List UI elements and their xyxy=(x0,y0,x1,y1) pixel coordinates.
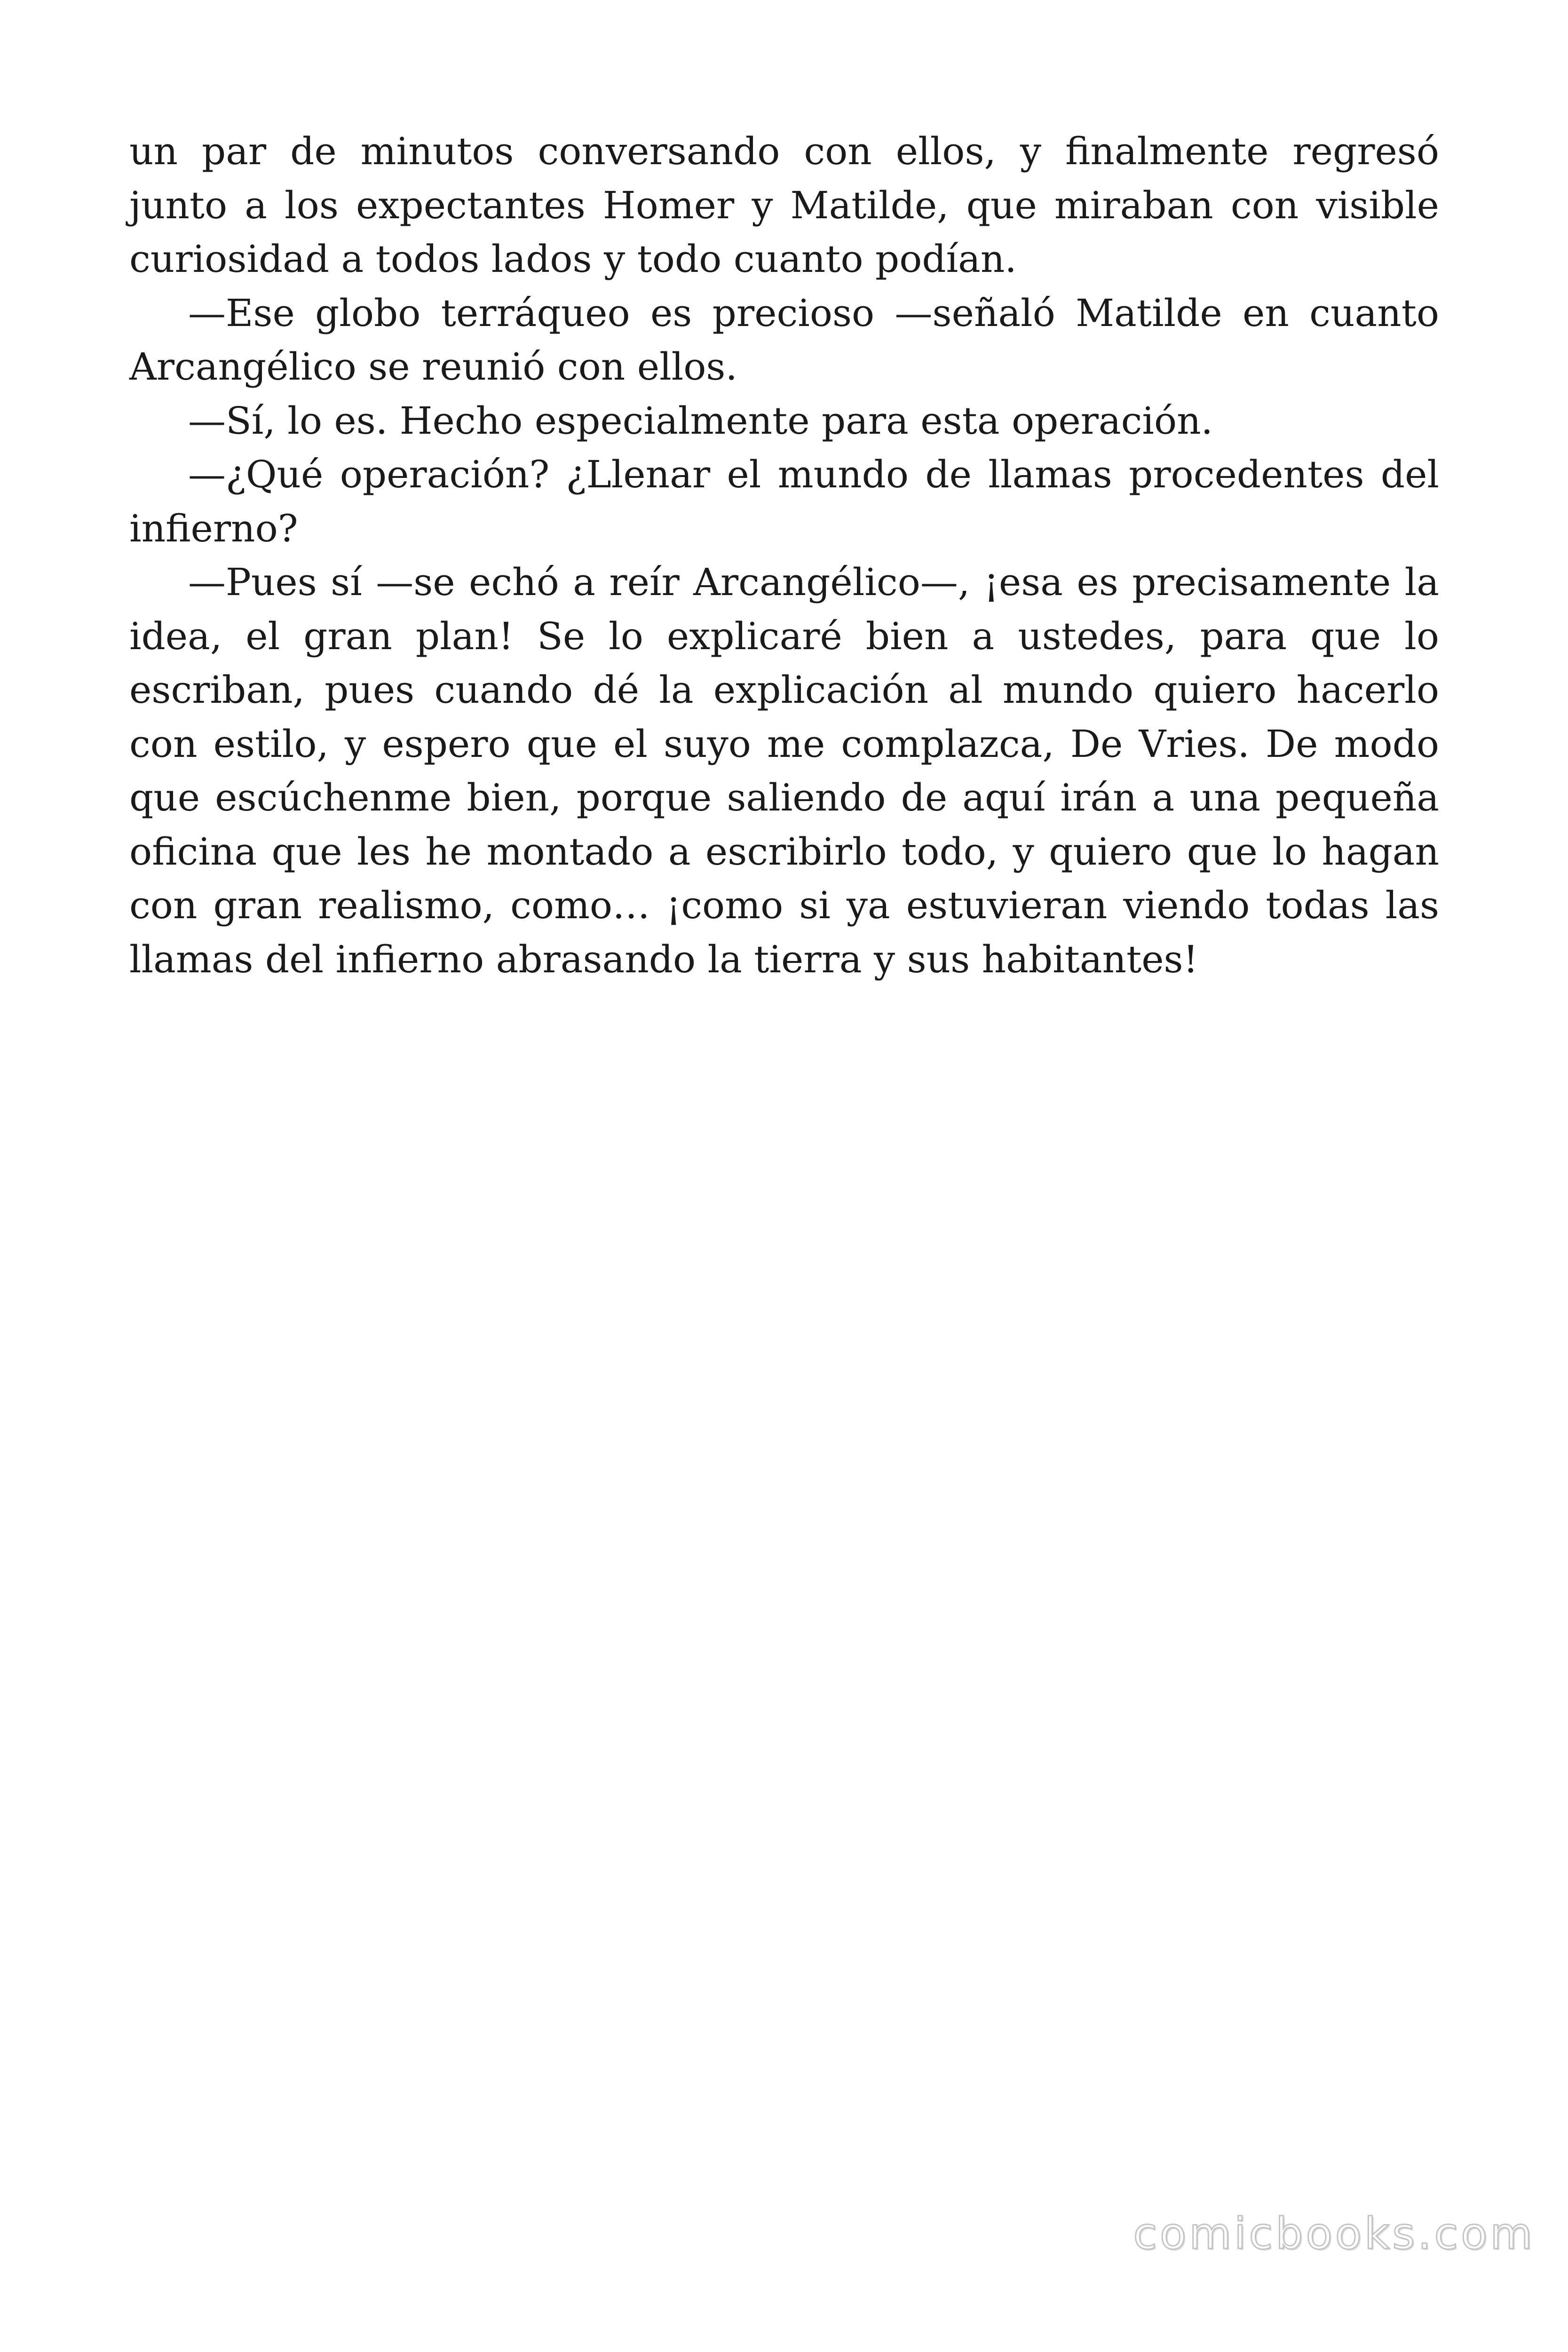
paragraph-dialogue: —¿Qué operación? ¿Llenar el mundo de llamas procedentes del infierno? xyxy=(129,453,1439,550)
paragraph-continuation: un par de minutos conversando con ellos, y finalmente regresó junto a los expectantes Homer y Matilde, que miraban con visible curiosidad a todos lados y todo cuanto podían. xyxy=(129,129,1439,281)
paragraph-dialogue: —Ese globo terráqueo es precioso —señaló Matilde en cuanto Arcangélico se reunió con ellos. xyxy=(129,291,1439,389)
watermark: comicbooks.com xyxy=(1133,2209,1535,2259)
body-text xyxy=(129,125,1439,986)
paragraph-dialogue: —Sí, lo es. Hecho especialmente para esta operación. xyxy=(188,398,1213,443)
paragraph-dialogue: —Pues sí —se echó a reír Arcangélico—, ¡esa es precisamente la idea, el gran plan! Se lo explicaré bien a ustedes, para que lo escriban, pues cuando dé la explicación al mundo quiero hacerlo con estilo, y espero que el suyo me complazca, De Vries. De modo que escúchenme bien, porque saliendo de aquí irán a una pequeña oficina que les he montado a escribirlo todo, y quiero que lo hagan con gran realismo, como… ¡como si ya estuvieran viendo todas las llamas del infierno abrasando la tierra y sus habitantes! xyxy=(129,560,1439,981)
